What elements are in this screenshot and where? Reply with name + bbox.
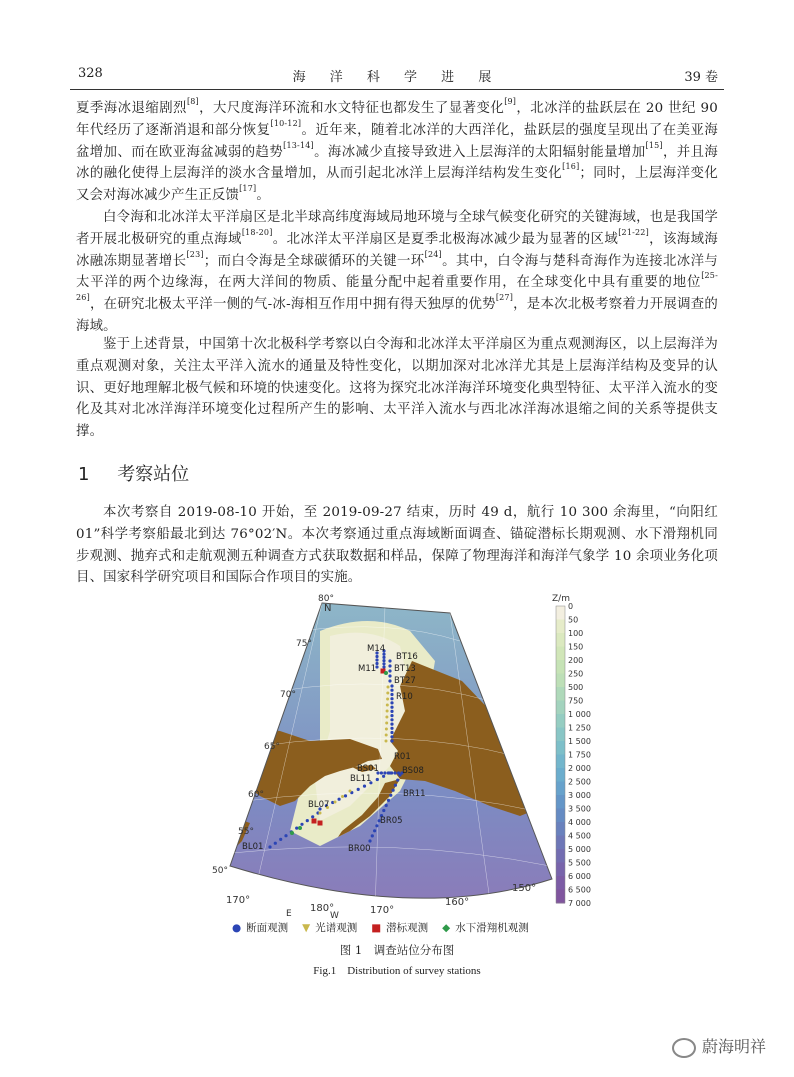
- station-marker: [385, 804, 388, 807]
- depth-tick-label: 100: [568, 629, 584, 638]
- paragraph-3: [76, 334, 718, 443]
- spectral-station-marker: [386, 698, 389, 701]
- wechat-icon: [672, 1038, 696, 1058]
- station-marker: [382, 809, 385, 812]
- mooring-marker: [312, 819, 317, 824]
- station-marker: [376, 778, 379, 781]
- depth-tick-label: 2 500: [568, 777, 591, 787]
- station-map: [200, 591, 600, 926]
- glider-marker: [290, 831, 294, 835]
- station-label: R01: [394, 752, 411, 762]
- station-marker: [390, 739, 393, 742]
- legend-label: 光谱观测: [315, 922, 358, 934]
- text-run: ，是本次北极考察着力开展调查的海域。: [76, 297, 718, 334]
- spectral-station-marker: [385, 716, 388, 719]
- station-label: BS08: [402, 766, 424, 776]
- header-rule: [70, 89, 724, 90]
- watermark-text: 蔚海明祥: [701, 1037, 766, 1056]
- station-marker: [279, 838, 282, 841]
- colorbar-swatch: [556, 741, 565, 755]
- station-marker: [375, 824, 378, 827]
- section-title: 考察站位: [117, 464, 190, 485]
- text-run: 白令海和北冰洋太平洋扇区是北半球高纬度海域局地环境与全球气候变化研究的关键海域，也是我国学者开展北极研究的重点海域: [76, 210, 718, 247]
- colorbar-swatch: [556, 809, 565, 823]
- spectral-station-marker: [387, 686, 390, 689]
- colorbar-swatch: [556, 782, 565, 796]
- spectral-station-marker: [385, 728, 388, 731]
- page-header: [70, 66, 724, 88]
- spectral-station-marker: [341, 795, 344, 798]
- colorbar-swatch: [556, 633, 565, 647]
- east-label: E: [286, 909, 292, 919]
- text-run: 。其中，白令海与楚科奇海作为连接北冰洋与太平洋的两个边缘海，在两大洋间的物质、能量分配中起着重要作用，在全球变化中具有重要的地位: [76, 253, 719, 291]
- lat-label: 65°: [264, 742, 280, 752]
- colorbar-swatch: [556, 714, 565, 728]
- station-marker: [373, 829, 376, 832]
- depth-tick-label: 5 000: [568, 845, 591, 854]
- lon-label: 170°: [226, 895, 251, 906]
- depth-unit: Z/m: [552, 594, 570, 604]
- paragraph-2: [76, 207, 718, 338]
- station-label: BR00: [348, 844, 371, 854]
- station-marker: [344, 794, 347, 797]
- spectral-station-marker: [385, 734, 388, 737]
- station-marker: [390, 723, 393, 726]
- spectral-station-marker: [319, 812, 322, 815]
- station-marker: [390, 706, 393, 709]
- station-label: R10: [396, 692, 413, 702]
- paragraph-1: [76, 98, 718, 207]
- station-marker: [284, 834, 287, 837]
- station-marker: [375, 658, 378, 661]
- legend-marker-icon: ●: [232, 922, 242, 934]
- station-marker: [311, 815, 314, 818]
- station-marker: [396, 779, 399, 782]
- spectral-station-marker: [386, 710, 389, 713]
- lon-label: 170°: [370, 905, 395, 916]
- text-run: ；而白令海是全球碳循环的关键一环: [203, 253, 425, 269]
- station-marker: [392, 789, 395, 792]
- station-marker: [390, 735, 393, 738]
- glider-marker: [298, 826, 302, 830]
- station-marker: [390, 701, 393, 704]
- legend-item: [371, 920, 428, 935]
- station-marker: [382, 665, 385, 668]
- citation: [10-12]: [270, 118, 302, 128]
- station-marker: [390, 710, 393, 713]
- depth-tick-label: 5 500: [568, 858, 591, 868]
- depth-tick-label: 500: [568, 683, 584, 692]
- lat-label: 80°: [318, 594, 334, 604]
- depth-tick-label: 6 000: [568, 872, 591, 881]
- legend-marker-icon: ■: [371, 922, 382, 934]
- station-label: BT13: [394, 664, 416, 674]
- station-label: BL01: [242, 842, 264, 852]
- station-marker: [383, 771, 386, 774]
- legend-item: [232, 920, 288, 935]
- citation: [24]: [424, 249, 442, 259]
- station-marker: [390, 731, 393, 734]
- citation: [13-14]: [283, 140, 314, 150]
- spectral-station-marker: [385, 740, 388, 743]
- text-run: 夏季海冰退缩剧烈: [76, 101, 187, 116]
- depth-tick-label: 2 000: [568, 764, 591, 773]
- station-marker: [394, 771, 397, 774]
- citation: [27]: [495, 293, 514, 303]
- watermark: [672, 1034, 766, 1058]
- citation: [21-22]: [618, 227, 649, 237]
- station-marker: [268, 845, 271, 848]
- station-marker: [306, 819, 309, 822]
- depth-tick-label: 6 500: [568, 885, 591, 895]
- station-marker: [388, 679, 391, 682]
- legend-item: [302, 920, 357, 935]
- page-number: 328: [78, 66, 103, 81]
- station-marker: [300, 823, 303, 826]
- colorbar-swatch: [556, 795, 565, 809]
- colorbar-swatch: [556, 606, 565, 620]
- station-marker: [382, 659, 385, 662]
- citation: [25-26]: [76, 271, 718, 303]
- depth-tick-label: 150: [568, 642, 584, 652]
- colorbar-swatch: [556, 768, 565, 782]
- north-label: N: [324, 603, 332, 614]
- station-marker: [382, 662, 385, 665]
- legend-label: 断面观测: [246, 922, 289, 934]
- station-marker: [390, 727, 393, 730]
- depth-tick-label: 1 250: [568, 723, 591, 733]
- spectral-station-marker: [386, 692, 389, 695]
- map-legend: [232, 920, 543, 935]
- text-run: 。海冰减少直接导致进入上层海洋的太阳辐射能量增加: [313, 144, 646, 160]
- lat-label: 75°: [296, 639, 312, 649]
- citation: [23]: [186, 249, 204, 259]
- citation: [9]: [504, 97, 517, 106]
- text-run: ，在研究北极太平洋一侧的气-冰-海相互作用中拥有得天独厚的优势: [89, 297, 496, 313]
- station-label: M11: [358, 664, 377, 674]
- colorbar-swatch: [556, 822, 565, 836]
- station-marker: [394, 784, 397, 787]
- legend-marker-icon: ◆: [442, 922, 451, 934]
- colorbar-swatch: [556, 836, 565, 850]
- station-label: BR11: [403, 789, 426, 799]
- citation: [15]: [645, 140, 663, 150]
- depth-tick-label: 1 500: [568, 737, 591, 746]
- volume-label: 39 卷: [684, 70, 718, 85]
- lat-label: 60°: [248, 790, 264, 800]
- lon-label: 160°: [445, 897, 470, 908]
- text-run: 。近年来，随着北冰洋的大西洋化，盐跃层的强度呈现出了在美亚海盆增加、而在欧亚海盆减弱的趋势: [76, 122, 718, 160]
- depth-tick-label: 7 000: [568, 899, 591, 908]
- text-run: 。: [256, 188, 270, 204]
- station-marker: [389, 794, 392, 797]
- colorbar-swatch: [556, 660, 565, 674]
- station-marker: [375, 655, 378, 658]
- station-marker: [388, 771, 391, 774]
- station-marker: [390, 697, 393, 700]
- legend-label: 潜标观测: [386, 922, 429, 934]
- depth-tick-label: 0: [568, 602, 574, 611]
- station-marker: [390, 693, 393, 696]
- citation: [8]: [186, 97, 199, 106]
- station-marker: [274, 842, 277, 845]
- station-marker: [390, 718, 393, 721]
- station-map-figure: [200, 591, 600, 926]
- colorbar-swatch: [556, 755, 565, 769]
- west-label: W: [330, 911, 339, 921]
- mooring-marker: [318, 821, 323, 826]
- station-label: BL11: [350, 774, 372, 784]
- depth-tick-label: 1 750: [568, 750, 591, 760]
- colorbar-swatch: [556, 863, 565, 877]
- legend-marker-icon: ▼: [302, 922, 311, 934]
- depth-tick-label: 3 000: [568, 791, 591, 800]
- depth-tick-label: 3 500: [568, 804, 591, 814]
- depth-tick-label: 250: [568, 669, 584, 679]
- station-marker: [357, 788, 360, 791]
- text-run: 本次考察自 2019-08-10 开始，至 2019-09-27 结束，历时 49 d，航行 10 300 余海里，“向阳红 01”科学考察船最北到达 76°02′N。本次考察通过重点海域断面调查、锚碇潜标长期观测、水下滑翔机同步观测、抛弃式和走航观测五种调查方式获取数据和样品，保障了物理海洋和海洋气象学 10 余项业务化项目、国家科学研究项目和国际合作项目的实施。: [76, 505, 718, 586]
- text-run: ，该海域海冰融冻期显著增长: [76, 231, 719, 269]
- station-marker: [371, 834, 374, 837]
- text-run: ，并且海冰的融化使得上层海洋的淡水含量增加，从而引起北冰洋上层海洋结构发生变化: [76, 144, 718, 182]
- colorbar-swatch: [556, 620, 565, 634]
- station-marker: [390, 714, 393, 717]
- depth-tick-label: 4 500: [568, 831, 591, 841]
- depth-tick-label: 4 000: [568, 818, 591, 827]
- depth-tick-label: 1 000: [568, 710, 591, 719]
- station-marker: [382, 656, 385, 659]
- station-label: BT16: [396, 652, 418, 662]
- station-marker: [382, 775, 385, 778]
- colorbar-swatch: [556, 647, 565, 661]
- text-run: ，北冰洋的盐跃层在 20 世纪 90 年代经历了逐渐消退和部分恢复: [76, 101, 718, 138]
- depth-tick-label: 200: [568, 656, 584, 665]
- text-run: 鉴于上述背景，中国第十次北极科学考察以白令海和北冰洋太平洋扇区为重点观测海区，以上层海洋为重点观测对象，关注太平洋入流水的通量及特性变化，以期加深对北冰洋尤其是上层海洋结构及变异的认识、更好地理解北极气候和环境的快速变化。这将为探究北冰洋海洋环境变化典型特征、太平洋入流水的变化及其对北冰洋海洋环境变化过程所产生的影响、太平洋入流水与西北冰洋海冰退缩之间的关系等提供支撑。: [76, 337, 718, 440]
- journal-title: 海 洋 科 学 进 展: [292, 70, 502, 85]
- colorbar-swatch: [556, 876, 565, 890]
- lat-label: 55°: [238, 827, 254, 837]
- station-marker: [388, 659, 391, 662]
- lon-label: 180°: [310, 903, 335, 914]
- station-marker: [387, 799, 390, 802]
- station-marker: [295, 827, 298, 830]
- lat-label: 50°: [212, 866, 228, 876]
- lat-label: 70°: [280, 690, 296, 700]
- text-run: ；同时，上层海洋变化又会对海冰减少产生正反馈: [76, 166, 719, 204]
- colorbar-swatch: [556, 687, 565, 701]
- text-run: 。北冰洋太平洋扇区是夏季北极海冰减少最为显著的区域: [272, 231, 619, 247]
- section-number: 1: [78, 464, 90, 485]
- station-label: M14: [367, 644, 386, 654]
- station-marker: [388, 664, 391, 667]
- depth-tick-label: 50: [568, 615, 579, 625]
- colorbar-swatch: [556, 728, 565, 742]
- station-marker: [380, 771, 383, 774]
- figure-caption-cn: 图 1 调查站位分布图: [339, 943, 455, 957]
- figure-caption-en: Fig.1 Distribution of survey stations: [313, 965, 481, 977]
- station-label: BL07: [308, 800, 330, 810]
- colorbar-swatch: [556, 890, 565, 904]
- station-marker: [390, 689, 393, 692]
- lon-label: 150°: [512, 883, 537, 894]
- paragraph-4: [76, 502, 718, 589]
- spectral-station-marker: [334, 801, 337, 804]
- spectral-station-marker: [386, 704, 389, 707]
- spectral-station-marker: [385, 722, 388, 725]
- station-marker: [388, 669, 391, 672]
- colorbar-swatch: [556, 701, 565, 715]
- station-marker: [363, 785, 366, 788]
- citation: [17]: [239, 184, 257, 194]
- station-marker: [388, 674, 391, 677]
- section-heading: [78, 460, 189, 486]
- depth-tick-label: 750: [568, 696, 584, 706]
- glider-marker: [384, 671, 388, 675]
- station-marker: [368, 839, 371, 842]
- legend-item: [442, 920, 529, 935]
- station-label: BR05: [380, 816, 403, 826]
- legend-label: 水下滑翔机观测: [455, 922, 529, 934]
- colorbar-swatch: [556, 849, 565, 863]
- station-label: BS01: [357, 764, 379, 774]
- colorbar-swatch: [556, 674, 565, 688]
- citation: [18-20]: [241, 227, 273, 237]
- citation: [16]: [562, 162, 580, 172]
- spectral-station-marker: [349, 790, 352, 793]
- text-run: ，大尺度海洋环流和水文特征也都发生了显著变化: [198, 101, 505, 116]
- station-marker: [338, 798, 341, 801]
- station-label: BT27: [394, 676, 416, 686]
